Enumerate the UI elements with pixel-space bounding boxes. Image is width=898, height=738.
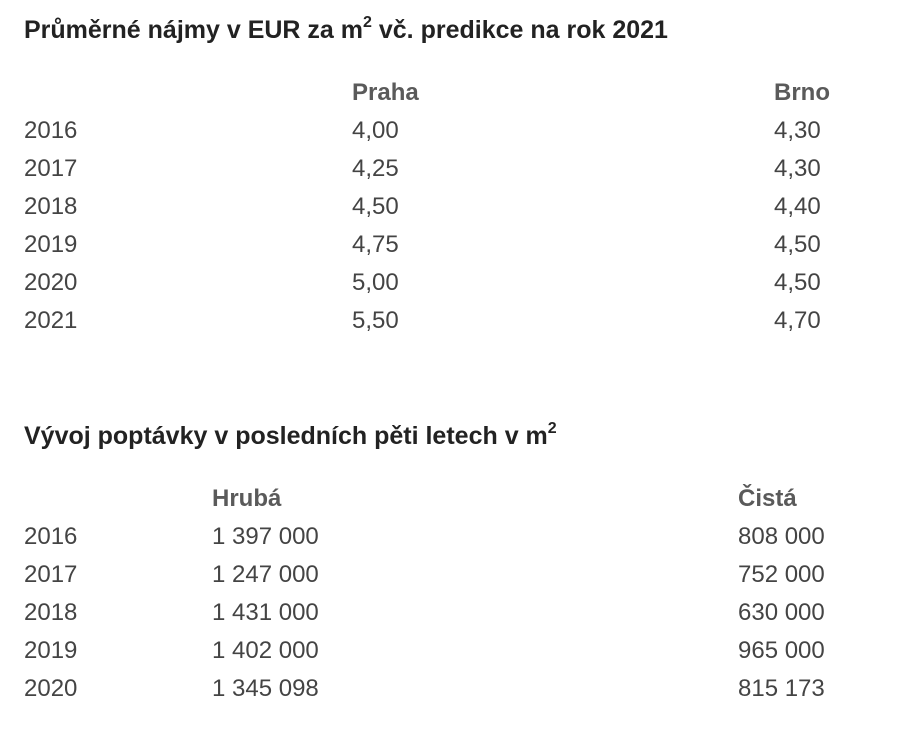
rent-table-title (24, 15, 668, 45)
rent-row (24, 150, 898, 188)
demand-cell-net: 808 000 (738, 523, 825, 550)
rent-row (24, 188, 898, 226)
demand-cell-net: 630 000 (738, 599, 825, 626)
rent-cell-year: 2016 (24, 117, 78, 144)
rent-cell-brno: 4,40 (774, 193, 821, 220)
demand-cell-net: 752 000 (738, 561, 825, 588)
demand-title-superscript: 2 (547, 419, 557, 437)
demand-cell-gross: 1 345 098 (212, 675, 319, 702)
rent-cell-praha: 4,75 (352, 231, 399, 258)
rent-row (24, 264, 898, 302)
rent-row (24, 302, 898, 340)
rent-cell-year: 2017 (24, 155, 78, 182)
rent-cell-year: 2020 (24, 269, 78, 296)
demand-cell-gross: 1 247 000 (212, 561, 319, 588)
demand-header-net: Čistá (738, 485, 797, 512)
rent-cell-brno: 4,50 (774, 269, 821, 296)
rent-cell-brno: 4,50 (774, 231, 821, 258)
demand-cell-year: 2016 (24, 523, 78, 550)
rent-cell-year: 2021 (24, 307, 78, 334)
demand-cell-gross: 1 402 000 (212, 637, 319, 664)
rent-cell-praha: 4,25 (352, 155, 399, 182)
rent-table (24, 74, 898, 340)
demand-cell-net: 965 000 (738, 637, 825, 664)
demand-row (24, 632, 898, 670)
rent-row (24, 112, 898, 150)
rent-cell-praha: 4,50 (352, 193, 399, 220)
demand-cell-year: 2018 (24, 599, 78, 626)
rent-title-text: Průměrné nájmy v EUR za m (24, 16, 364, 44)
demand-row (24, 670, 898, 708)
demand-cell-gross: 1 397 000 (212, 523, 319, 550)
rent-cell-brno: 4,70 (774, 307, 821, 334)
rent-cell-praha: 5,00 (352, 269, 399, 296)
rent-header-brno: Brno (774, 79, 830, 106)
demand-cell-gross: 1 431 000 (212, 599, 319, 626)
rent-title-superscript: 2 (363, 13, 372, 31)
rent-title-suffix: vč. predikce na rok 2021 (371, 16, 668, 44)
demand-header-row (24, 480, 898, 518)
demand-title-text: Vývoj poptávky v posledních pěti letech v m (24, 422, 548, 450)
demand-table-title (24, 421, 557, 451)
rent-cell-year: 2019 (24, 231, 78, 258)
demand-table (24, 480, 898, 708)
demand-row (24, 556, 898, 594)
rent-cell-year: 2018 (24, 193, 78, 220)
demand-cell-net: 815 173 (738, 675, 825, 702)
rent-row (24, 226, 898, 264)
demand-cell-year: 2020 (24, 675, 78, 702)
rent-header-praha: Praha (352, 79, 419, 106)
rent-cell-brno: 4,30 (774, 117, 821, 144)
demand-row (24, 518, 898, 556)
rent-cell-praha: 5,50 (352, 307, 399, 334)
demand-row (24, 594, 898, 632)
demand-header-gross: Hrubá (212, 485, 282, 512)
demand-cell-year: 2017 (24, 561, 78, 588)
rent-cell-praha: 4,00 (352, 117, 399, 144)
demand-cell-year: 2019 (24, 637, 78, 664)
rent-header-row (24, 74, 898, 112)
rent-cell-brno: 4,30 (774, 155, 821, 182)
